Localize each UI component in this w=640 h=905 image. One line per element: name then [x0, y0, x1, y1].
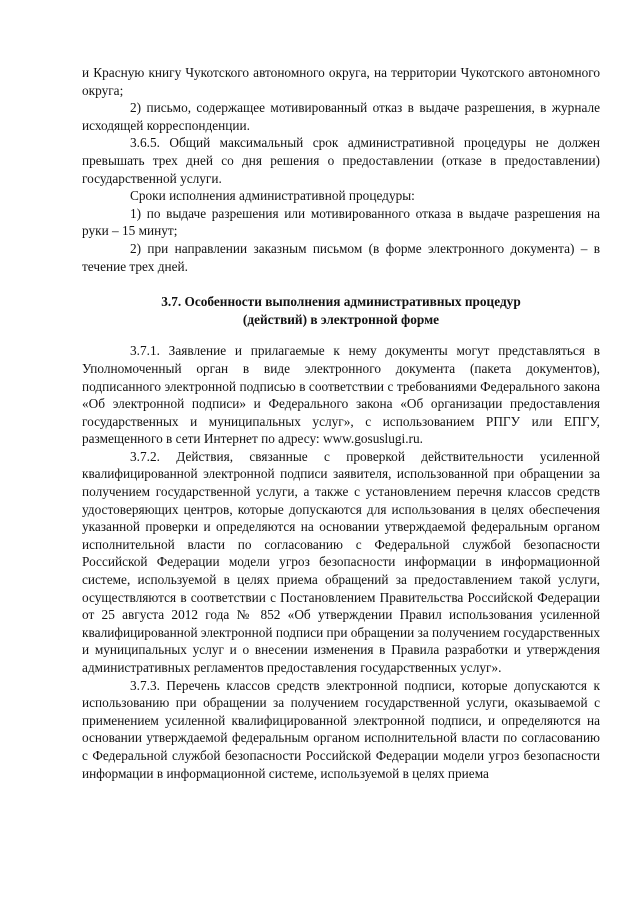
paragraph: Сроки исполнения административной процедуры: [130, 188, 415, 204]
paragraph: 3.7.2. Действия, связанные с проверкой действительности усиленной квалифицированной электронной подписи заявителя, использованной при обращении за получением государственной услуги, а также с установлением перечня классов средств удостоверяющих центров, которые допускаются для использования в целях обеспечения указанной проверки и определяются на основании утверждаемой федеральным органом исполнительной власти по согласованию с Федеральной службой безопасности Российской Федерации модели угроз безопасности информации в информационной системе, используемой в целях приема обращений за предоставлением такой услуги, осуществляются в соответствии с Постановлением Правительства Российской Федерации от 25 августа 2012 года № 852 «Об утверждении Правил использования усиленной квалифицированной электронной подписи при обращении за получением государственных и муниципальных услуг и о внесении изменения в Правила разработки и утверждения административных регламентов предоставления государственных услуг». [82, 448, 600, 675]
section-heading-line2: (действий) в электронной форме [242, 311, 440, 327]
text-block-after [82, 342, 600, 782]
paragraph: 2) при направлении заказным письмом (в форме электронного документа) – в течение трех дней. [82, 240, 600, 274]
section-heading-line1: 3.7. Особенности выполнения административных процедур [161, 294, 521, 310]
paragraph: 3.6.5. Общий максимальный срок административной процедуры не должен превышать трех дней со дня решения о предоставлении (отказе в предоставлении) государственной услуги. [82, 135, 600, 186]
paragraph: 3.7.1. Заявление и прилагаемые к нему документы могут представляться в Уполномоченный орган в виде электронного документа (пакета документов), подписанного электронной подписью в соответствии с требованиями Федерального закона «Об электронной подписи» и Федерального закона «Об организации предоставления государственных и муниципальных услуг», с использованием РПГУ или ЕПГУ, размещенного в сети Интернет по адресу: www.gosuslugi.ru. [82, 343, 600, 447]
paragraph: и Красную книгу Чукотского автономного округа, на территории Чукотского автономного округа; [82, 65, 600, 98]
paragraph: 1) по выдаче разрешения или мотивированного отказа в выдаче разрешения на руки – 15 минут; [82, 205, 600, 239]
text-block-before [82, 64, 600, 275]
paragraph: 3.7.3. Перечень классов средств электронной подписи, которые допускаются к использованию при обращении за получением государственной услуги, оказываемой с применением усиленной квалифицированной электронной подписи, и определяются на основании утверждаемой федеральным органом исполнительной власти по согласованию с Федеральной службой безопасности Российской Федерации модели угроз безопасности информации в информационной системе, используемой в целях приема [82, 677, 600, 781]
section-heading [82, 293, 600, 328]
document-page [82, 64, 600, 782]
paragraph: 2) письмо, содержащее мотивированный отказ в выдаче разрешения, в журнале исходящей корреспонденции. [82, 100, 600, 133]
